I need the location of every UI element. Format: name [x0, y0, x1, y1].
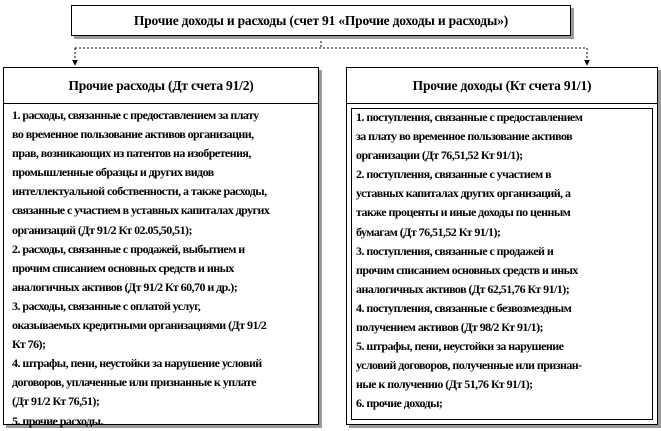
income-line: 5. штрафы, пени, неустойки за нарушение [356, 339, 564, 354]
expenses-line: промышленные образцы и других видов [12, 165, 214, 180]
expenses-line: организаций (Дт 91/2 Кт 02.05,50,51); [12, 222, 192, 237]
income-line: ные к получению (Дт 51,76 Кт 91/1); [356, 377, 533, 392]
expenses-line: 1. расходы, связанные с предоставлением за плату [12, 108, 259, 122]
expenses-line: (Дт 91/2 Кт 76,51); [12, 394, 100, 409]
income-line: 3. поступления, связанные с продажей и [356, 243, 554, 258]
expenses-line: прав, возникающих из патентов на изобретения, [12, 146, 251, 161]
income-line: 4. поступления, связанные с безвозмездным [356, 300, 572, 315]
income-line: прочим списанием основных средств и иных [356, 262, 578, 277]
income-list [356, 108, 582, 414]
diagram-title: Прочие доходы и расходы (счет 91 «Прочие доходы и расходы») [71, 5, 571, 36]
income-line: аналогичных активов (Дт 62,51,76 Кт 91/1); [356, 281, 570, 296]
expenses-line: договоров, уплаченные или признанные к уплате [12, 375, 257, 390]
expenses-line: 4. штрафы, пени, неустойки за нарушение условий [12, 356, 262, 371]
expenses-line: Кт 76); [12, 337, 46, 352]
expenses-line: интеллектуальной собственности, а также расходы, [12, 184, 267, 199]
income-line: за плату во временное пользование активов [356, 129, 573, 144]
expenses-line: во временное пользование активов организации, [12, 127, 254, 142]
expenses-line: 5. прочие расходы. [12, 413, 103, 428]
income-line: организации (Дт 76,51,52 Кт 91/1); [356, 148, 523, 163]
expenses-line: оказываемых кредитными организациями (Дт 91/2 [12, 318, 267, 333]
expenses-header: Прочие расходы (Дт счета 91/2) [3, 67, 319, 104]
expenses-line: прочим списанием основных средств и иных [12, 260, 234, 275]
expenses-line: 3. расходы, связанные с оплатой услуг, [12, 298, 201, 313]
income-header: Прочие доходы (Кт счета 91/1) [346, 67, 658, 104]
expenses-line: связанные с участием в уставных капиталах других [12, 203, 270, 218]
expenses-line: аналогичных активов (Дт 91/2 Кт 60,70 и др.); [12, 279, 238, 294]
income-line: бумагам (Дт 76,51,52 Кт 91/1); [356, 224, 501, 239]
income-line: также проценты и иные доходы по ценным [356, 205, 571, 220]
income-line: условий договоров, полученные или признан- [356, 358, 582, 373]
expenses-line: 2. расходы, связанные с продажей, выбытием и [12, 241, 245, 256]
income-list-frame [346, 103, 658, 425]
income-line: получением активов (Дт 98/2 Кт 91/1); [356, 320, 543, 335]
income-line: уставных капиталах других организаций, а [356, 186, 571, 201]
income-line: 6. прочие доходы; [356, 396, 443, 411]
income-line: 1. поступления, связанные с предоставлением [356, 110, 583, 124]
income-line: 2. поступления, связанные с участием в [356, 167, 552, 182]
expenses-list [3, 103, 319, 428]
